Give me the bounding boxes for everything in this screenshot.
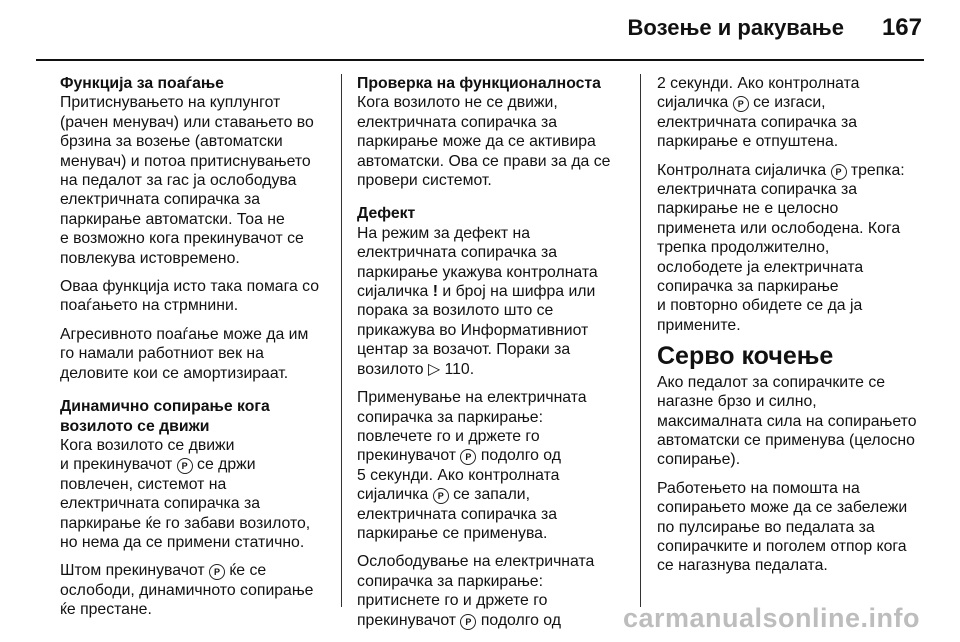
page-header (628, 14, 922, 54)
page-number: 167 (881, 14, 922, 41)
heading-dynamic-braking: Динамично сопирање кога возилото се движи (60, 398, 270, 435)
page-reference-icon: ▷ (427, 360, 441, 378)
paragraph: Кога возилото не се движи, електричната сопирачка за паркирање може да се активира автоматски. Ова се прави за да се провери системот. (357, 94, 611, 190)
parking-brake-icon: P (177, 458, 193, 474)
parking-brake-icon: P (460, 449, 476, 465)
parking-brake-icon: P (733, 96, 749, 112)
paragraph: Применувањe на електричната сопирачка за паркирање: повлечете го и држете го прекинувачот P подолго од 5 секунди. Ако контролната сијаличка P се запали, електричната сопирачка за паркирање се применува. (357, 389, 587, 542)
paragraph: Штом прекинувачот P ќе се ослободи, динамичното сопирање ќе престане. (60, 562, 314, 619)
heading-fault: Дефект (357, 205, 416, 223)
parking-brake-icon: P (460, 614, 476, 630)
paragraph: Ако педалот за сопирачките се нагазне брзо и силно, максималната сила на сопирањето автоматски се применува (целосно сопирање). (657, 373, 917, 469)
fault-warning-icon: ! (432, 283, 438, 301)
section-title: Возење и ракување (627, 15, 844, 40)
paragraph: Оваа функција исто така помага со поаѓањето на стрмнини. (60, 278, 320, 315)
paragraph: Агресивното поаѓање може да им го намали работниот век на деловите кои се амортизираат. (60, 325, 309, 382)
paragraph: Работењето на помошта на сопирањето може да се забележи по пулсирање во педалата за сопирачките и поголем отпор кога се нагазнува педалата. (657, 479, 908, 575)
column-divider (640, 74, 641, 607)
column-divider (341, 74, 342, 607)
paragraph: На режим за дефект на електричната сопирачка за паркирање укажува контролната сијаличка ! и број на шифра или порака за возилото што се прикажува во Информативниот центар за возачот. Пораки за возилото ▷ 110. (357, 224, 598, 378)
heading-brake-assist: Серво кочење (657, 342, 834, 371)
column-3 (657, 74, 937, 585)
heading-function-check: Проверка на функционалноста (357, 75, 601, 92)
paragraph: Притиснувањето на куплунгот (рачен менувач) или ставањето во брзина за возење (автоматски менувач) и потоа притиснувањето на педалот за гас ја ослободува електричната сопирачка за паркирање автоматски. Тоа не е возможно кога прекинувачот се повлекува истовремено. (60, 94, 314, 267)
paragraph: Контролната сијаличка P трепка: електричната сопирачка за паркирање не е целосно применета или ослободена. Кога трепка продолжително, ослободете ја електричната сопирачка за паркирање и повторно обидете се да ја примените. (657, 161, 905, 334)
paragraph: Ослободувањe на електричната сопирачка за паркирање: притиснете го и држете го прекинувачот P подолго од (357, 553, 595, 629)
watermark: carmanualsonline.info (622, 603, 920, 633)
column-1 (60, 74, 328, 629)
paragraph: Кога возилото се движи и прекинувачот P се држи повлечен, системот на електричната сопирачка за паркирање ќе го забави возилото, но нема да се примени статично. (60, 436, 311, 551)
column-2 (357, 74, 627, 639)
parking-brake-icon: P (433, 488, 449, 504)
heading-start-function: Функција за поаѓање (60, 75, 224, 92)
parking-brake-icon: P (831, 164, 847, 180)
paragraph: 2 секунди. Ако контролната сијаличка P се изгаси, електричната сопирачка за паркирање е отпуштена. (657, 75, 860, 151)
parking-brake-icon: P (209, 564, 225, 580)
header-rule (36, 59, 924, 61)
